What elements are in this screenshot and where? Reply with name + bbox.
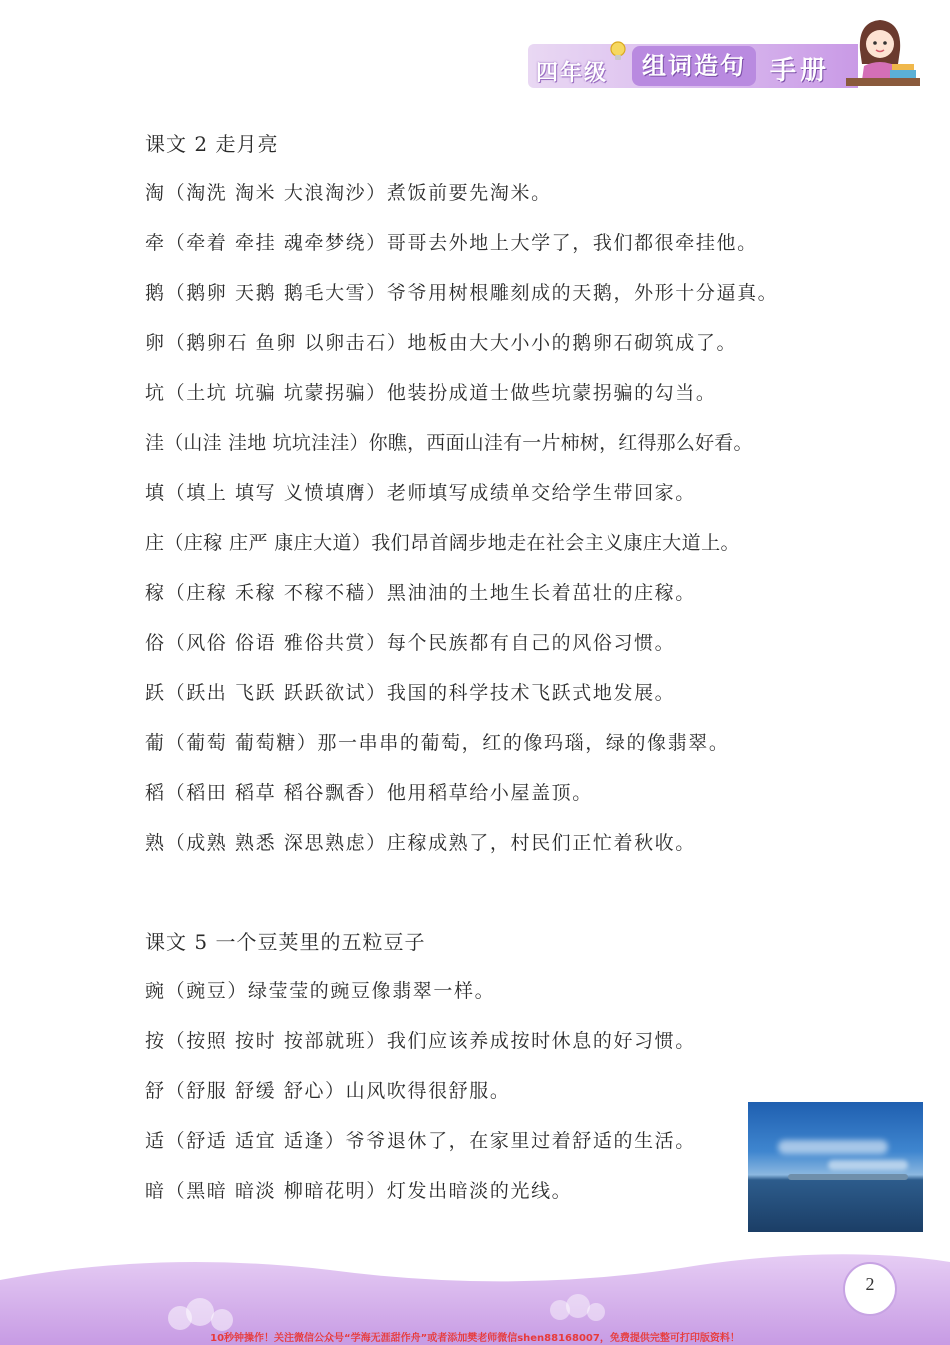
entry-line: 熟（成熟 熟悉 深思熟虑）庄稼成熟了，村民们正忙着秋收。 (145, 832, 696, 854)
entry-line: 牵（牵着 牵挂 魂牵梦绕）哥哥去外地上大学了，我们都很牵挂他。 (145, 232, 758, 254)
entry-line: 舒（舒服 舒缓 舒心）山风吹得很舒服。 (145, 1080, 511, 1102)
entry-line: 卵（鹅卵石 鱼卵 以卵击石）地板由大大小小的鹅卵石砌筑成了。 (145, 332, 738, 354)
entry-line: 庄（庄稼 庄严 康庄大道）我们昂首阔步地走在社会主义康庄大道上。 (145, 532, 740, 554)
section-title-lesson-5: 课文 5 一个豆荚里的五粒豆子 (145, 930, 426, 954)
entry-line: 填（填上 填写 义愤填膺）老师填写成绩单交给学生带回家。 (145, 482, 696, 504)
entry-line: 适（舒适 适宜 适逢）爷爷退休了，在家里过着舒适的生活。 (145, 1130, 696, 1152)
entry-line: 坑（土坑 坑骗 坑蒙拐骗）他装扮成道士做些坑蒙拐骗的勾当。 (145, 382, 717, 404)
sea-sky-photo (748, 1102, 923, 1232)
teacher-illustration-icon (840, 14, 922, 90)
entry-line: 按（按照 按时 按部就班）我们应该养成按时休息的好习惯。 (145, 1030, 696, 1052)
entry-line: 稼（庄稼 禾稼 不稼不穑）黑油油的土地生长着茁壮的庄稼。 (145, 582, 696, 604)
page-header (0, 0, 950, 110)
entry-line: 俗（风俗 俗语 雅俗共赏）每个民族都有自己的风俗习惯。 (145, 632, 676, 654)
entry-line: 鹅（鹅卵 天鹅 鹅毛大雪）爷爷用树根雕刻成的天鹅，外形十分逼真。 (145, 282, 779, 304)
page-number: 2 (865, 1274, 875, 1294)
grade-label: 四年级 (536, 61, 609, 86)
entry-line: 豌（豌豆）绿莹莹的豌豆像翡翠一样。 (145, 980, 496, 1002)
entry-line: 稻（稻田 稻草 稻谷飘香）他用稻草给小屋盖顶。 (145, 782, 593, 804)
entry-line: 暗（黑暗 暗淡 柳暗花明）灯发出暗淡的光线。 (145, 1180, 573, 1202)
entry-line: 淘（淘洗 淘米 大浪淘沙）煮饭前要先淘米。 (145, 182, 552, 204)
footer-note: 10秒钟操作！关注微信公众号“学海无涯甜作舟”或者添加樊老师微信shen88168007，免费提供完整可打印版资料！ (210, 1333, 740, 1344)
entry-line: 洼（山洼 洼地 坑坑洼洼）你瞧，西面山洼有一片柿树，红得那么好看。 (145, 432, 753, 454)
cloud-shape (778, 1140, 888, 1154)
handbook-title: 组词造句 (632, 46, 756, 86)
entry-line: 跃（跃出 飞跃 跃跃欲试）我国的科学技术飞跃式地发展。 (145, 682, 676, 704)
lightbulb-icon (608, 40, 628, 64)
handbook-label: 手册 (770, 56, 831, 86)
horizon-shape (788, 1174, 908, 1180)
cloud-shape (828, 1160, 908, 1170)
entry-line: 葡（葡萄 葡萄糖）那一串串的葡萄，红的像玛瑙，绿的像翡翠。 (145, 732, 730, 754)
section-title-lesson-2: 课文 2 走月亮 (145, 132, 279, 156)
